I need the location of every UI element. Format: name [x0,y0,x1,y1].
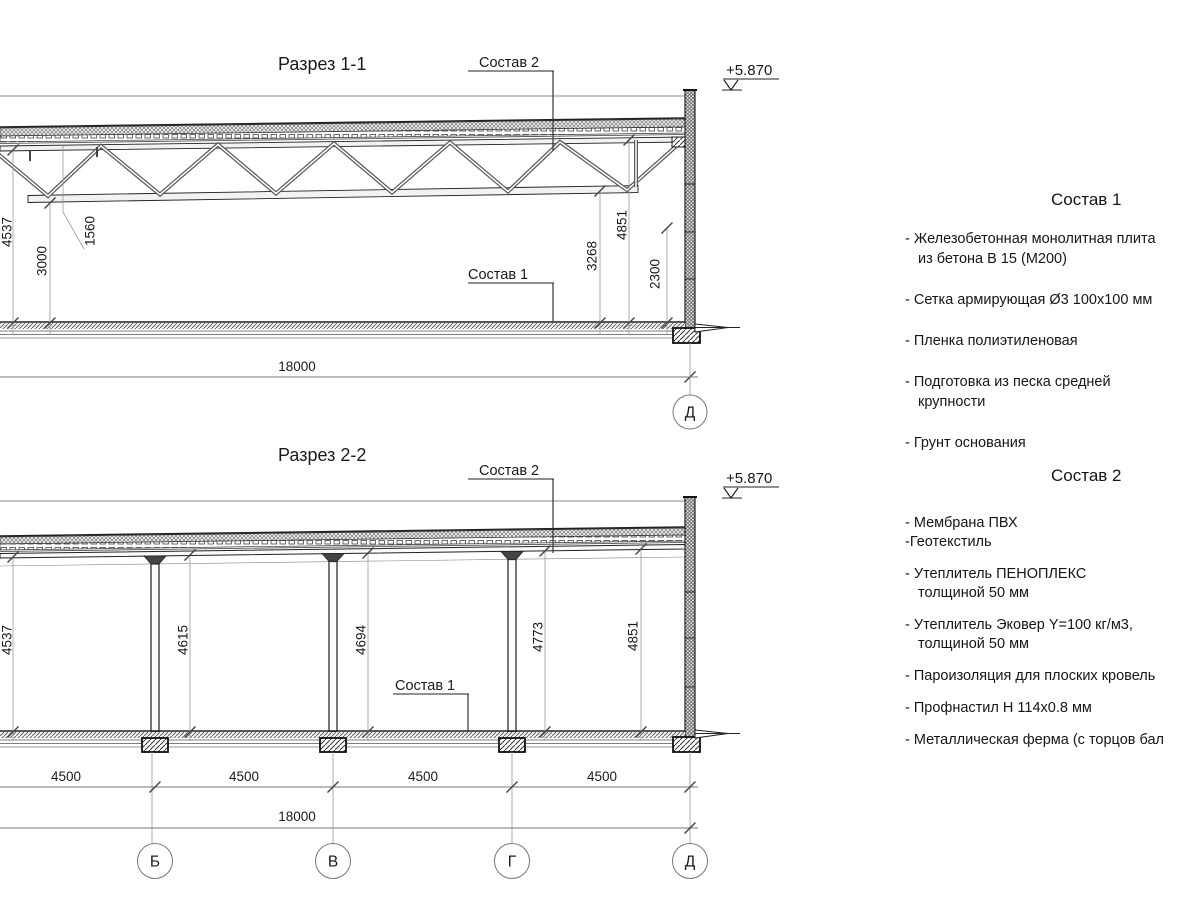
dim-span2: 4500 [228,769,260,784]
legend-line: - Утеплитель ПЕНОПЛЕКС [905,566,1087,582]
composition-1-items [905,229,1200,453]
dimension-labels-2 [0,621,641,655]
total-dimension-2 [0,809,698,828]
dim-3268: 3268 [584,240,600,272]
elevation-mark-2 [722,470,779,498]
legend-item [905,565,1200,603]
legend-item [905,514,1200,552]
legend-line: - Пароизоляция для плоских кровель [905,668,1156,684]
legend-item [905,433,1200,453]
legend-item [905,667,1200,686]
dim-4851-1: 4851 [614,209,630,241]
legend-line: - Грунт основания [905,435,1026,451]
legend-item [905,229,1200,269]
total-dimension-1 [0,359,698,377]
section-1-1 [0,54,779,429]
legend-line: - Металлическая ферма (с торцов бал [905,732,1164,748]
composition1-label-2: Состав 1 [395,678,456,694]
composition1-callout-2 [393,678,469,731]
footing-b [142,738,168,752]
dim-span1: 4500 [50,769,82,784]
column-g [508,560,516,733]
section-2-title: Разрез 2-2 [278,445,367,465]
dim-4615: 4615 [175,624,191,656]
elevation-value-2: +5.870 [726,470,773,487]
column-capital [322,554,344,562]
composition-2-list [905,466,1200,763]
dim-span3: 4500 [407,769,439,784]
elevation-mark-1 [722,62,779,90]
axis-letter-v: В [327,853,339,871]
legend-line: - Мембрана ПВХ [905,515,1018,531]
legend-item [905,331,1200,351]
legend-line: -Геотекстиль [905,534,992,550]
legend-item [905,290,1200,310]
axis-letter-d-2: Д [684,853,696,871]
dim-4694: 4694 [353,624,369,656]
roof-truss [0,137,685,203]
wall-footing-2 [673,737,700,752]
composition-1-title: Состав 1 [1051,190,1122,209]
dimensions-2 [13,549,641,741]
legend-line: - Пленка полиэтиленовая [905,333,1078,349]
dim-1560: 1560 [82,215,98,247]
roof-assembly-2 [0,527,685,566]
elevation-value-1: +5.870 [726,62,773,79]
columns [144,552,523,733]
axis-letter-b: Б [149,853,161,871]
axis-markers-2 [138,844,708,879]
dim-2300: 2300 [647,258,663,290]
composition-2-items [905,514,1200,750]
column-b [151,564,159,732]
composition2-label-2: Состав 2 [479,463,540,479]
floor-slab-2 [0,730,740,752]
dim-4537-2: 4537 [0,624,15,656]
legend-line: толщиной 50 мм [918,636,1030,652]
composition-1-list [905,190,1200,474]
dim-4851-2: 4851 [625,620,641,652]
column-v [329,562,337,733]
dim-4773: 4773 [530,621,546,653]
axis-letter-d-1: Д [684,404,696,422]
legend-line: - Сетка армирующая Ø3 100х100 мм [905,292,1153,308]
dim-4537-1: 4537 [0,216,15,248]
composition1-callout-1 [468,267,554,322]
section-1-title: Разрез 1-1 [278,54,367,74]
dim-18000-2: 18000 [278,809,316,824]
legend-item [905,616,1200,654]
composition-2-title: Состав 2 [1051,466,1122,485]
span-dimension-chain [0,752,698,844]
legend-line: - Подготовка из песка средней [905,374,1111,390]
legend-item [905,372,1200,412]
wall-axis-d-1 [683,90,697,343]
column-capital [501,552,523,560]
axis-marker-d-1 [673,343,707,429]
axis-letter-g: Г [507,853,517,871]
legend-line: - Железобетонная монолитная плита [905,231,1156,247]
truss-bearing-seat [672,137,685,147]
legend-line: - Утеплитель Эковер Y=100 кг/м3, [905,617,1133,633]
footing-v [320,738,346,752]
composition2-label-1: Состав 2 [479,55,540,71]
dim-span4: 4500 [586,769,618,784]
dimensions-1 [13,138,667,334]
dim-3000: 3000 [34,245,50,277]
wall-axis-d-2 [683,497,697,742]
footing-g [499,738,525,752]
section-2-2 [0,445,779,879]
legend-line: - Профнастил Н 114х0.8 мм [905,700,1092,716]
dim-18000-1: 18000 [278,359,316,374]
dimension-labels-1 [0,210,663,289]
legend-line: крупности [918,394,986,410]
legend-item [905,699,1200,718]
legend-item [905,731,1200,750]
column-capital [144,556,166,564]
legend-line: толщиной 50 мм [918,585,1030,601]
composition1-label-1: Состав 1 [468,267,529,283]
legend-line: из бетона В 15 (М200) [918,251,1067,267]
